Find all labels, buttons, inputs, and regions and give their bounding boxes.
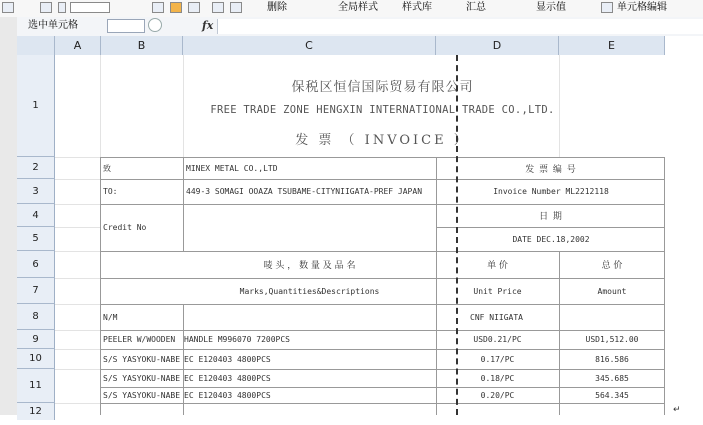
gridline — [55, 204, 100, 205]
amount-header-cn[interactable]: 总 价 — [601, 261, 623, 271]
invoice-number-label-cn[interactable]: 发 票 编 号 — [525, 164, 577, 175]
amount-header-en[interactable]: Amount — [597, 286, 627, 296]
item-desc-c[interactable]: HANDLE M996070 7200PCS — [184, 335, 290, 344]
font-color-picker[interactable] — [70, 2, 110, 13]
row-header-12[interactable]: 12 — [17, 403, 55, 420]
item-desc-b[interactable]: S/S YASYOKU-NABE — [103, 354, 181, 364]
item-unit-price[interactable]: 0.18/PC — [480, 373, 515, 383]
column-header-c[interactable]: C — [183, 36, 436, 55]
table-border — [183, 157, 184, 251]
item-amount[interactable]: 345.685 — [595, 373, 629, 383]
date-label-cn[interactable]: 日 期 — [539, 212, 563, 222]
shipping-marks[interactable]: N/M — [103, 312, 118, 322]
grid-icon[interactable] — [230, 2, 242, 13]
invoice-date[interactable]: DATE DEC.18,2002 — [512, 234, 590, 244]
gridline — [55, 227, 100, 228]
table-border — [100, 157, 101, 415]
credit-no-label[interactable]: Credit No — [103, 223, 147, 232]
price-terms[interactable]: CNF NIIGATA — [470, 312, 523, 322]
item-unit-price[interactable]: USD0.21/PC — [473, 335, 522, 344]
global-style-button[interactable]: 全局样式 — [338, 2, 378, 13]
row-header-11[interactable]: 11 — [17, 369, 55, 403]
invoice-title: 发 票 （ INVOICE ） — [295, 133, 470, 148]
item-unit-price[interactable]: 0.20/PC — [480, 390, 515, 400]
row-header-6[interactable]: 6 — [17, 251, 55, 278]
item-amount[interactable]: USD1,512.00 — [585, 335, 639, 344]
item-amount[interactable]: 816.586 — [595, 354, 629, 364]
column-header-e[interactable]: E — [559, 36, 665, 55]
gridline — [55, 403, 100, 404]
marks-header-cn[interactable]: 唛 头 ， 数 量 及 品 名 — [263, 261, 356, 271]
invoice-number[interactable]: Invoice Number ML2212118 — [493, 187, 609, 196]
left-panel-edge — [0, 17, 18, 415]
to-label-en[interactable]: TO: — [103, 187, 118, 196]
column-header-d[interactable]: D — [436, 36, 559, 55]
show-value-button[interactable]: 显示值 — [536, 2, 566, 13]
formula-input[interactable] — [217, 19, 703, 34]
table-border — [100, 304, 665, 305]
row-header-3[interactable]: 3 — [17, 179, 55, 204]
item-amount[interactable]: 564.345 — [595, 390, 629, 400]
row-header-4[interactable]: 4 — [17, 204, 55, 227]
select-all-corner[interactable] — [17, 36, 55, 55]
toolbar-ribbon — [0, 0, 703, 18]
gridline — [55, 330, 100, 331]
name-box-dropdown-icon[interactable] — [148, 18, 162, 32]
border-icon[interactable] — [40, 2, 52, 13]
column-header-bar — [17, 36, 665, 56]
function-icon[interactable]: fx — [202, 19, 214, 32]
name-box-input[interactable] — [107, 19, 145, 33]
merge-icon[interactable] — [212, 2, 224, 13]
gridline — [55, 251, 100, 252]
dropdown-arrow-icon[interactable] — [58, 2, 66, 13]
item-desc-c[interactable]: EC E120403 4800PCS — [184, 354, 271, 364]
align-center-icon[interactable] — [170, 2, 182, 13]
row-header-7[interactable]: 7 — [17, 278, 55, 304]
gridline — [55, 369, 100, 370]
cell-edit-icon[interactable] — [601, 2, 613, 13]
column-header-b[interactable]: B — [101, 36, 183, 55]
paragraph-return-mark: ↵ — [673, 405, 681, 415]
gridline — [55, 157, 100, 158]
page-break-line[interactable] — [456, 55, 458, 415]
row-header-1[interactable]: 1 — [17, 55, 55, 157]
table-border — [100, 403, 665, 404]
style-library-button[interactable]: 样式库 — [402, 2, 432, 13]
gridline — [55, 304, 100, 305]
company-name-en: FREE TRADE ZONE HENGXIN INTERNATIONAL TRADE CO.,LTD. — [210, 104, 555, 116]
gridline — [55, 278, 100, 279]
name-box-label: 选中单元格 — [28, 20, 78, 31]
company-name-cn: 保税区恒信国际贸易有限公司 — [291, 80, 474, 95]
item-desc-b[interactable]: S/S YASYOKU-NABE — [103, 373, 181, 383]
marks-header-en[interactable]: Marks,Quantities&Descriptions — [239, 286, 380, 296]
item-desc-c[interactable]: EC E120403 4800PCS — [184, 373, 271, 383]
cell-edit-button[interactable]: 单元格编辑 — [617, 2, 667, 13]
row-header-8[interactable]: 8 — [17, 304, 55, 330]
item-desc-b[interactable]: PEELER W/WOODEN — [103, 335, 176, 344]
column-header-a[interactable]: A — [55, 36, 101, 55]
row-header-10[interactable]: 10 — [17, 349, 55, 369]
item-desc-c[interactable]: EC E120403 4800PCS — [184, 390, 271, 400]
row-header-2[interactable]: 2 — [17, 157, 55, 179]
to-label-cn[interactable]: 致 — [103, 163, 111, 173]
row-header-9[interactable]: 9 — [17, 330, 55, 349]
align-right-icon[interactable] — [188, 2, 200, 13]
item-unit-price[interactable]: 0.17/PC — [480, 354, 515, 364]
unit-price-header-en[interactable]: Unit Price — [473, 286, 522, 296]
buyer-address[interactable]: 449-3 SOMAGI OOAZA TSUBAME-CITYNIIGATA-PREF JAPAN — [186, 187, 423, 196]
gridline — [55, 349, 100, 350]
buyer-name[interactable]: MINEX METAL CO.,LTD — [186, 163, 278, 173]
align-left-icon[interactable] — [152, 2, 164, 13]
sheet-right-margin — [665, 36, 703, 415]
underline-icon[interactable] — [2, 2, 14, 13]
unit-price-header-cn[interactable]: 单 价 — [487, 261, 508, 271]
gridline — [55, 179, 100, 180]
row-header-5[interactable]: 5 — [17, 227, 55, 251]
summary-button[interactable]: 汇总 — [466, 2, 486, 13]
item-desc-b[interactable]: S/S YASYOKU-NABE — [103, 390, 181, 400]
delete-button[interactable]: 删除 — [267, 2, 287, 13]
